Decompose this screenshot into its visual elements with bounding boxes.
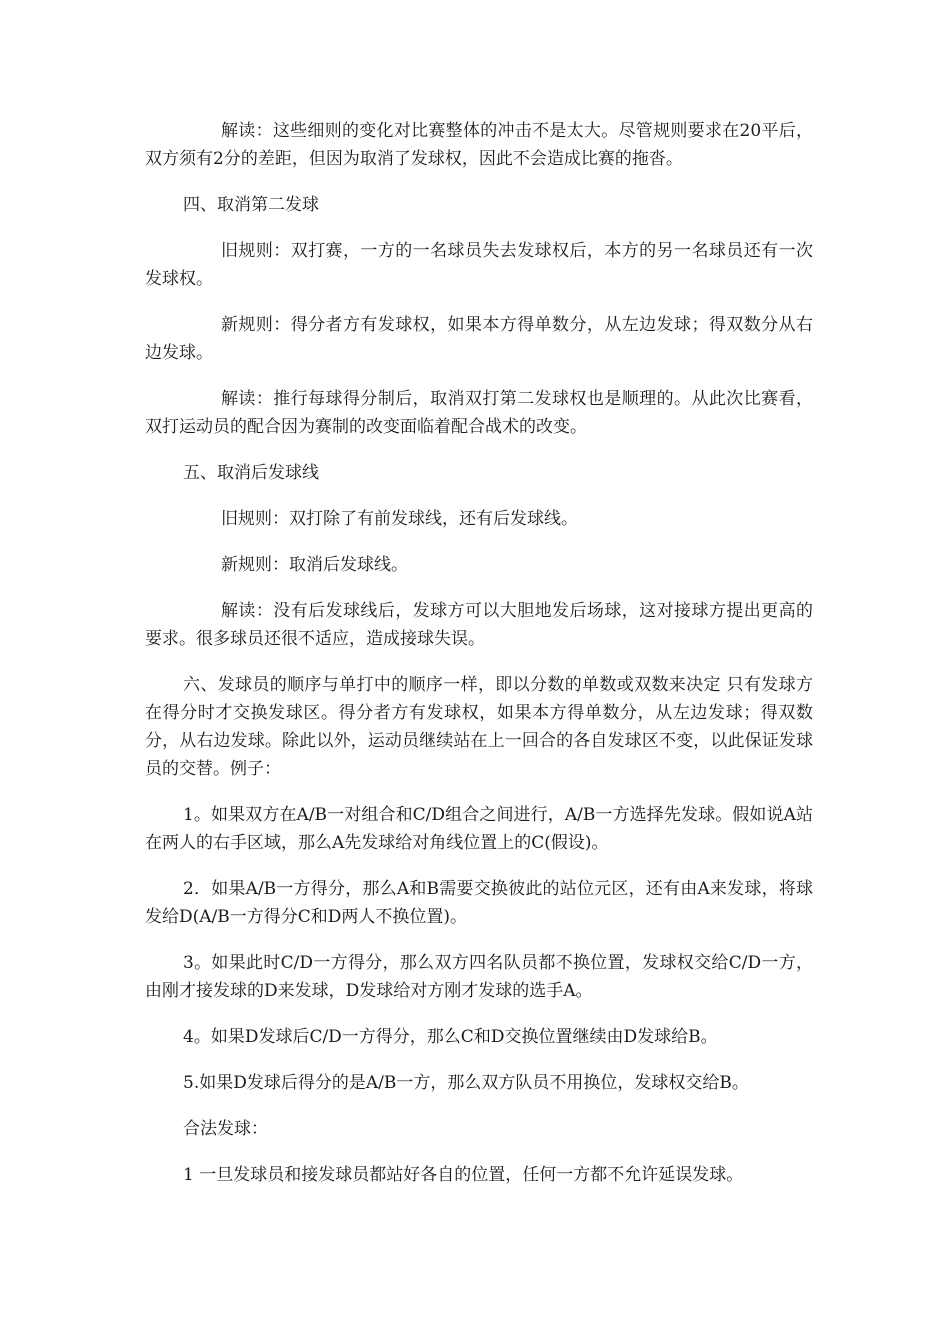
paragraph-new-rule-second-serve: 新规则：得分者方有发球权，如果本方得单数分，从左边发球；得双数分从右边发球。	[145, 315, 813, 363]
paragraph-example-4: 4。如果D发球后C/D一方得分，那么C和D交换位置继续由D发球给B。	[183, 1027, 718, 1047]
paragraph-new-rule-back-line: 新规则：取消后发球线。	[221, 555, 408, 575]
paragraph-server-order: 六、发球员的顺序与单打中的顺序一样，即以分数的单数或双数来决定 只有发球方在得分时才交换发球区。得分者方有发球权，如果本方得单数分，从左边发球；得双数分，从右边发球。除此以外，运动员继续站在上一回合的各自发球区不变，以此保证发球员的交替。例子：	[145, 675, 813, 779]
paragraph-interpretation-rules: 解读：这些细则的变化对比赛整体的冲击不是太大。尽管规则要求在20平后，双方须有2分的差距，但因为取消了发球权，因此不会造成比赛的拖沓。	[145, 121, 813, 169]
paragraph-example-2: 2．如果A/B一方得分，那么A和B需要交换彼此的站位元区，还有由A来发球，将球发给D(A/B一方得分C和D两人不换位置)。	[145, 879, 813, 927]
paragraph-legal-serve-1: 1 一旦发球员和接发球员都站好各自的位置，任何一方都不允许延误发球。	[183, 1165, 744, 1185]
paragraph-interpretation-back-line: 解读：没有后发球线后，发球方可以大胆地发后场球，这对接球方提出更高的要求。很多球员还很不适应，造成接球失误。	[145, 601, 813, 649]
heading-legal-serve: 合法发球：	[183, 1119, 268, 1139]
heading-cancel-back-service-line: 五、取消后发球线	[183, 463, 319, 483]
paragraph-old-rule-second-serve: 旧规则：双打赛，一方的一名球员失去发球权后，本方的另一名球员还有一次发球权。	[145, 241, 813, 289]
paragraph-interpretation-second-serve: 解读：推行每球得分制后，取消双打第二发球权也是顺理的。从此次比赛看，双打运动员的配合因为赛制的改变面临着配合战术的改变。	[145, 389, 813, 437]
paragraph-example-3: 3。如果此时C/D一方得分，那么双方四名队员都不换位置，发球权交给C/D一方，由刚才接发球的D来发球，D发球给对方刚才发球的选手A。	[145, 953, 813, 1001]
heading-cancel-second-serve: 四、取消第二发球	[183, 195, 319, 215]
document-body	[145, 117, 813, 1207]
paragraph-example-5: 5.如果D发球后得分的是A/B一方，那么双方队员不用换位，发球权交给B。	[183, 1073, 749, 1093]
paragraph-old-rule-back-line: 旧规则：双打除了有前发球线，还有后发球线。	[221, 509, 578, 529]
paragraph-example-1: 1。如果双方在A/B一对组合和C/D组合之间进行，A/B一方选择先发球。假如说A站在两人的右手区域，那么A先发球给对角线位置上的C(假设)。	[145, 805, 813, 853]
